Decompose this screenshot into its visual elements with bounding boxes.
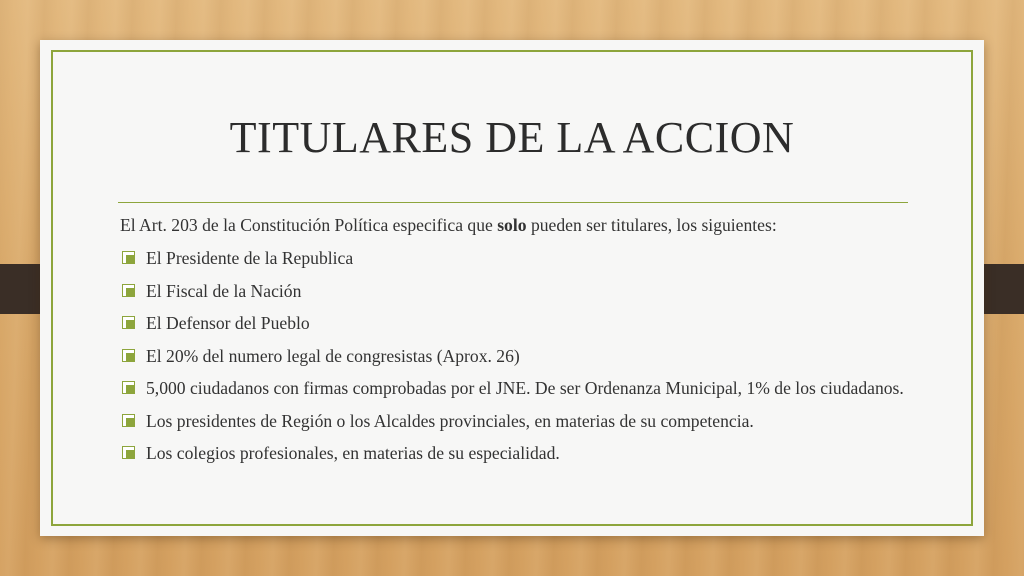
intro-text-end: pueden ser titulares, los siguientes: <box>526 215 777 235</box>
title-divider <box>118 202 908 203</box>
list-item <box>120 345 920 367</box>
intro-text-start: El Art. 203 de la Constitución Política especifica que <box>120 215 498 235</box>
checkbox-square-icon <box>122 251 135 264</box>
list-item-text: 5,000 ciudadanos con firmas comprobadas por el JNE. De ser Ordenanza Municipal, 1% de los ciudadanos. <box>146 378 904 398</box>
list-item-text: El Fiscal de la Nación <box>146 280 302 301</box>
checkbox-square-icon <box>122 349 135 362</box>
checkbox-square-icon <box>122 381 135 394</box>
intro-bold-word: solo <box>497 215 527 235</box>
intro-paragraph <box>120 214 920 236</box>
checkbox-square-icon <box>122 284 135 297</box>
list-item-text: El Defensor del Pueblo <box>146 313 310 333</box>
checkbox-square-icon <box>122 414 135 427</box>
list-item <box>120 442 920 464</box>
list-item-text: Los presidentes de Región o los Alcaldes provinciales, en materias de su competencia. <box>146 410 754 431</box>
checkbox-square-icon <box>122 446 135 459</box>
checkbox-square-icon <box>122 316 135 329</box>
list-item-text: Los colegios profesionales, en materias de su especialidad. <box>146 443 560 463</box>
slide-title: TITULARES DE LA ACCION <box>229 113 795 162</box>
titulares-list <box>120 247 920 464</box>
list-item <box>120 377 920 399</box>
list-item <box>120 410 920 432</box>
list-item-text: El 20% del numero legal de congresistas (Aprox. 26) <box>146 345 520 366</box>
list-item <box>120 280 920 302</box>
slide-body <box>120 214 920 475</box>
list-item <box>120 312 920 334</box>
list-item-text: El Presidente de la Republica <box>146 248 354 268</box>
slide-card <box>40 40 984 536</box>
list-item <box>120 247 920 269</box>
